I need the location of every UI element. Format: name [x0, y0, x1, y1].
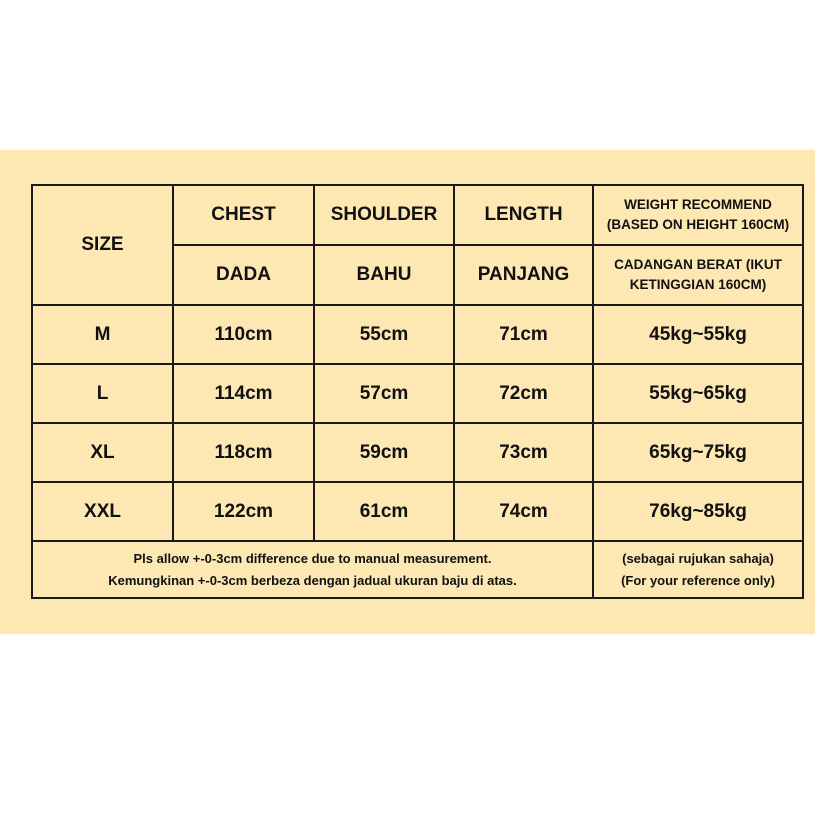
length-header: LENGTH — [454, 185, 593, 245]
size-cell: M — [32, 305, 173, 364]
shoulder-cell: 61cm — [314, 482, 454, 541]
chest-cell: 118cm — [173, 423, 314, 482]
weight-header-line2: (BASED ON HEIGHT 160CM) — [606, 217, 790, 232]
reference-note-malay: (sebagai rujukan sahaja) — [622, 550, 774, 566]
shoulder-cell: 57cm — [314, 364, 454, 423]
weight-cell: 76kg~85kg — [593, 482, 803, 541]
dada-header: DADA — [173, 245, 314, 305]
table-row — [32, 305, 803, 364]
footer-row — [32, 541, 803, 598]
table-row — [32, 364, 803, 423]
chest-cell: 110cm — [173, 305, 314, 364]
shoulder-cell: 59cm — [314, 423, 454, 482]
shoulder-cell: 55cm — [314, 305, 454, 364]
size-cell: XL — [32, 423, 173, 482]
size-header: SIZE — [32, 185, 173, 305]
cadangan-berat-line2: KETINGGIAN 160CM) — [629, 277, 767, 292]
length-cell: 74cm — [454, 482, 593, 541]
weight-cell: 65kg~75kg — [593, 423, 803, 482]
weight-cell: 45kg~55kg — [593, 305, 803, 364]
chest-cell: 114cm — [173, 364, 314, 423]
reference-note-english: (For your reference only) — [621, 572, 775, 588]
length-cell: 73cm — [454, 423, 593, 482]
measurement-note — [32, 541, 593, 598]
reference-note — [593, 541, 803, 598]
length-cell: 72cm — [454, 364, 593, 423]
panjang-header: PANJANG — [454, 245, 593, 305]
shoulder-header: SHOULDER — [314, 185, 454, 245]
header-row-english — [32, 185, 803, 245]
chest-header: CHEST — [173, 185, 314, 245]
table-row — [32, 482, 803, 541]
weight-header-line1: WEIGHT RECOMMEND — [624, 197, 772, 212]
cadangan-berat-line1: CADANGAN BERAT (IKUT — [614, 257, 782, 272]
bahu-header: BAHU — [314, 245, 454, 305]
weight-header — [593, 185, 803, 245]
cadangan-berat-header — [593, 245, 803, 305]
weight-cell: 55kg~65kg — [593, 364, 803, 423]
measurement-note-malay: Kemungkinan +-0-3cm berbeza dengan jadual ukuran baju di atas. — [108, 572, 517, 588]
table-row — [32, 423, 803, 482]
measurement-note-english: Pls allow +-0-3cm difference due to manual measurement. — [133, 550, 492, 566]
chest-cell: 122cm — [173, 482, 314, 541]
length-cell: 71cm — [454, 305, 593, 364]
size-chart-table — [31, 184, 804, 599]
size-cell: XXL — [32, 482, 173, 541]
size-cell: L — [32, 364, 173, 423]
